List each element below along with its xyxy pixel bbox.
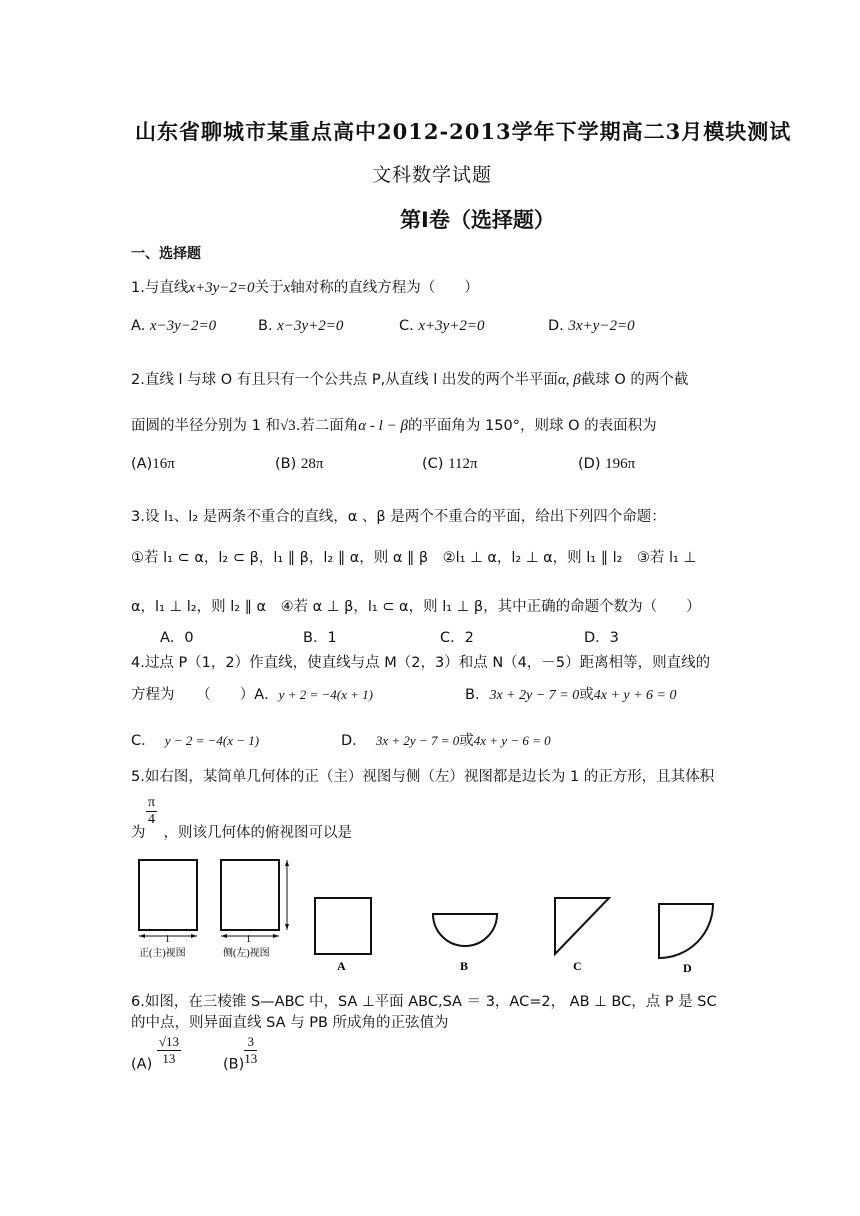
choice-a-square[interactable] xyxy=(315,898,371,973)
choice-d-quarter-circle[interactable] xyxy=(659,904,713,975)
choice-b-semicircle[interactable] xyxy=(433,914,497,973)
front-view xyxy=(139,860,197,959)
q2-text: .若二面角 xyxy=(295,418,359,434)
fraction-numerator: √13 xyxy=(158,1034,179,1049)
option-label: A. xyxy=(131,318,146,334)
q4-option-c[interactable] xyxy=(131,729,259,750)
question-3-line-2: ①若 l₁ ⊂ α，l₂ ⊂ β，l₁ ∥ β，l₂ ∥ α，则 α ∥ β ②l₁ ⊥ α，l₂ ⊥ α，则 l₁ ∥ l₂ ③若 l₁ ⊥ xyxy=(131,550,697,566)
q1-option-b[interactable] xyxy=(258,318,343,335)
option-expression: 4x + y − 6 = 0 xyxy=(473,733,551,748)
q3-option-a[interactable]: A．0 xyxy=(160,630,194,646)
q4-text: 方程为 （ ）A． xyxy=(131,687,279,703)
option-expression: 4x + y + 6 = 0 xyxy=(593,688,677,703)
question-5-line-2 xyxy=(131,821,352,842)
option-expression: y − 2 = −4(x − 1) xyxy=(164,733,260,748)
section-heading: 一、选择题 xyxy=(131,246,201,262)
option-expression: 3x + 2y − 7 = 0 xyxy=(489,688,580,703)
q3-option-b[interactable]: B．1 xyxy=(303,630,337,646)
q2-dihedral: α - l − β xyxy=(358,418,408,434)
q3-option-d[interactable]: D．3 xyxy=(584,630,619,646)
option-expression: 16π xyxy=(152,456,175,472)
q2-option-a[interactable] xyxy=(131,456,175,473)
side-view-label: 侧(左)视图 xyxy=(223,948,270,959)
q4-option-a-expression[interactable]: y + 2 = −4(x + 1) xyxy=(278,687,373,702)
option-label: C． xyxy=(131,733,156,749)
option-expression: 112π xyxy=(448,456,478,472)
q1-suffix: 轴对称的直线方程为（ ） xyxy=(290,280,479,296)
q1-expression: x+3y−2=0 xyxy=(188,280,255,296)
front-view-label: 正(主)视图 xyxy=(139,948,186,959)
choice-b-label: B xyxy=(460,959,469,973)
q4-option-d[interactable] xyxy=(341,729,551,750)
option-expression: x−3y−2=0 xyxy=(149,318,217,334)
q2-option-b[interactable] xyxy=(275,456,323,473)
option-label: (C) xyxy=(422,456,444,472)
q6-option-b[interactable] xyxy=(223,1034,257,1073)
or-text: 或 xyxy=(459,733,474,749)
or-text: 或 xyxy=(579,687,594,703)
option-expression: 3x + 2y − 7 = 0 xyxy=(375,733,460,748)
choice-c-triangle[interactable] xyxy=(555,898,609,973)
q3-option-c[interactable]: C．2 xyxy=(440,630,474,646)
option-label: (A) xyxy=(131,456,153,472)
question-2-line-2 xyxy=(131,414,657,435)
option-label: D. xyxy=(548,318,564,334)
q2-planes: α, β xyxy=(557,372,581,388)
option-expression: 3x+y−2=0 xyxy=(568,318,635,334)
q2-text: 的平面角为 150°，则球 O 的表面积为 xyxy=(407,418,657,434)
option-expression: x−3y+2=0 xyxy=(277,318,344,334)
option-expression: x+3y+2=0 xyxy=(418,318,485,334)
question-4-line-1: 4.过点 P（1，2）作直线，使直线与点 M（2，3）和点 N（4，－5）距离相等，则直线的 xyxy=(131,655,711,671)
fraction-denominator: 13 xyxy=(162,1051,176,1066)
q5-figure xyxy=(125,852,725,977)
option-label: B． xyxy=(465,687,490,703)
q2-option-d[interactable] xyxy=(578,456,635,473)
option-label: (A) xyxy=(131,1056,153,1073)
question-1 xyxy=(131,276,479,297)
document-subtitle: 文科数学试题 xyxy=(372,164,493,186)
choice-c-label: C xyxy=(573,959,582,973)
option-label: C. xyxy=(399,318,414,334)
choice-d-label: D xyxy=(683,961,692,975)
option-label: D． xyxy=(341,733,367,749)
q2-text: 面圆的半径分别为 1 和 xyxy=(131,418,280,434)
q2-option-c[interactable] xyxy=(422,456,478,473)
option-expression: 196π xyxy=(605,456,636,472)
fraction-denominator: 4 xyxy=(148,812,156,827)
choice-a-label: A xyxy=(337,959,346,973)
front-dim-label: 1 xyxy=(165,934,170,945)
side-view xyxy=(221,860,289,959)
question-6-line-2: 的中点，则异面直线 SA 与 PB 所成角的正弦值为 xyxy=(131,1015,449,1031)
question-4-line-2 xyxy=(131,683,373,704)
q1-option-d[interactable] xyxy=(548,318,635,335)
side-dim-label: 1 xyxy=(246,934,251,945)
fraction-numerator: 3 xyxy=(244,1034,257,1051)
document-title: 山东省聊城市某重点高中2012-2013学年下学期高二3月模块测试 xyxy=(135,119,792,144)
question-3-line-1: 3.设 l₁、l₂ 是两条不重合的直线，α 、β 是两个不重合的平面，给出下列四个命题： xyxy=(131,509,666,525)
q5-text: 为 xyxy=(131,825,146,841)
option-label: (D) xyxy=(578,456,601,472)
option-expression: 28π xyxy=(300,456,324,472)
q1-axis: x xyxy=(283,280,291,296)
q1-option-a[interactable] xyxy=(131,318,216,335)
option-label: (B) xyxy=(223,1056,245,1073)
q2-sqrt: √3 xyxy=(279,418,296,434)
q1-option-c[interactable] xyxy=(399,318,485,335)
part-title: 第Ⅰ卷（选择题） xyxy=(400,208,555,232)
option-label: B. xyxy=(258,318,273,334)
question-2-line-1 xyxy=(131,368,688,389)
q1-mid: 关于 xyxy=(254,280,284,296)
fraction-numerator: π xyxy=(148,795,156,810)
q2-text: 截球 O 的两个截 xyxy=(580,372,689,388)
question-5-line-1: 5.如右图，某简单几何体的正（主）视图与侧（左）视图都是边长为 1 的正方形，且其体积 xyxy=(131,769,715,785)
q1-prefix: 1.与直线 xyxy=(131,280,189,296)
q5-text: ，则该几何体的俯视图可以是 xyxy=(163,825,352,841)
fraction-denominator: 13 xyxy=(244,1051,258,1066)
question-3-line-3: α，l₁ ⊥ l₂，则 l₂ ∥ α ④若 α ⊥ β，l₁ ⊂ α，则 l₁ ⊥ β，其中正确的命题个数为（ ） xyxy=(131,599,701,615)
question-6-line-1: 6.如图，在三棱锥 S—ABC 中，SA ⊥平面 ABC,SA ＝ 3，AC=2， AB ⊥ BC，点 P 是 SC xyxy=(131,994,717,1010)
option-label: (B) xyxy=(275,456,297,472)
q2-text: 2.直线 l 与球 O 有且只有一个公共点 P,从直线 l 出发的两个半平面 xyxy=(131,372,558,388)
q4-option-b[interactable] xyxy=(465,683,677,704)
q6-option-a[interactable] xyxy=(131,1034,181,1073)
